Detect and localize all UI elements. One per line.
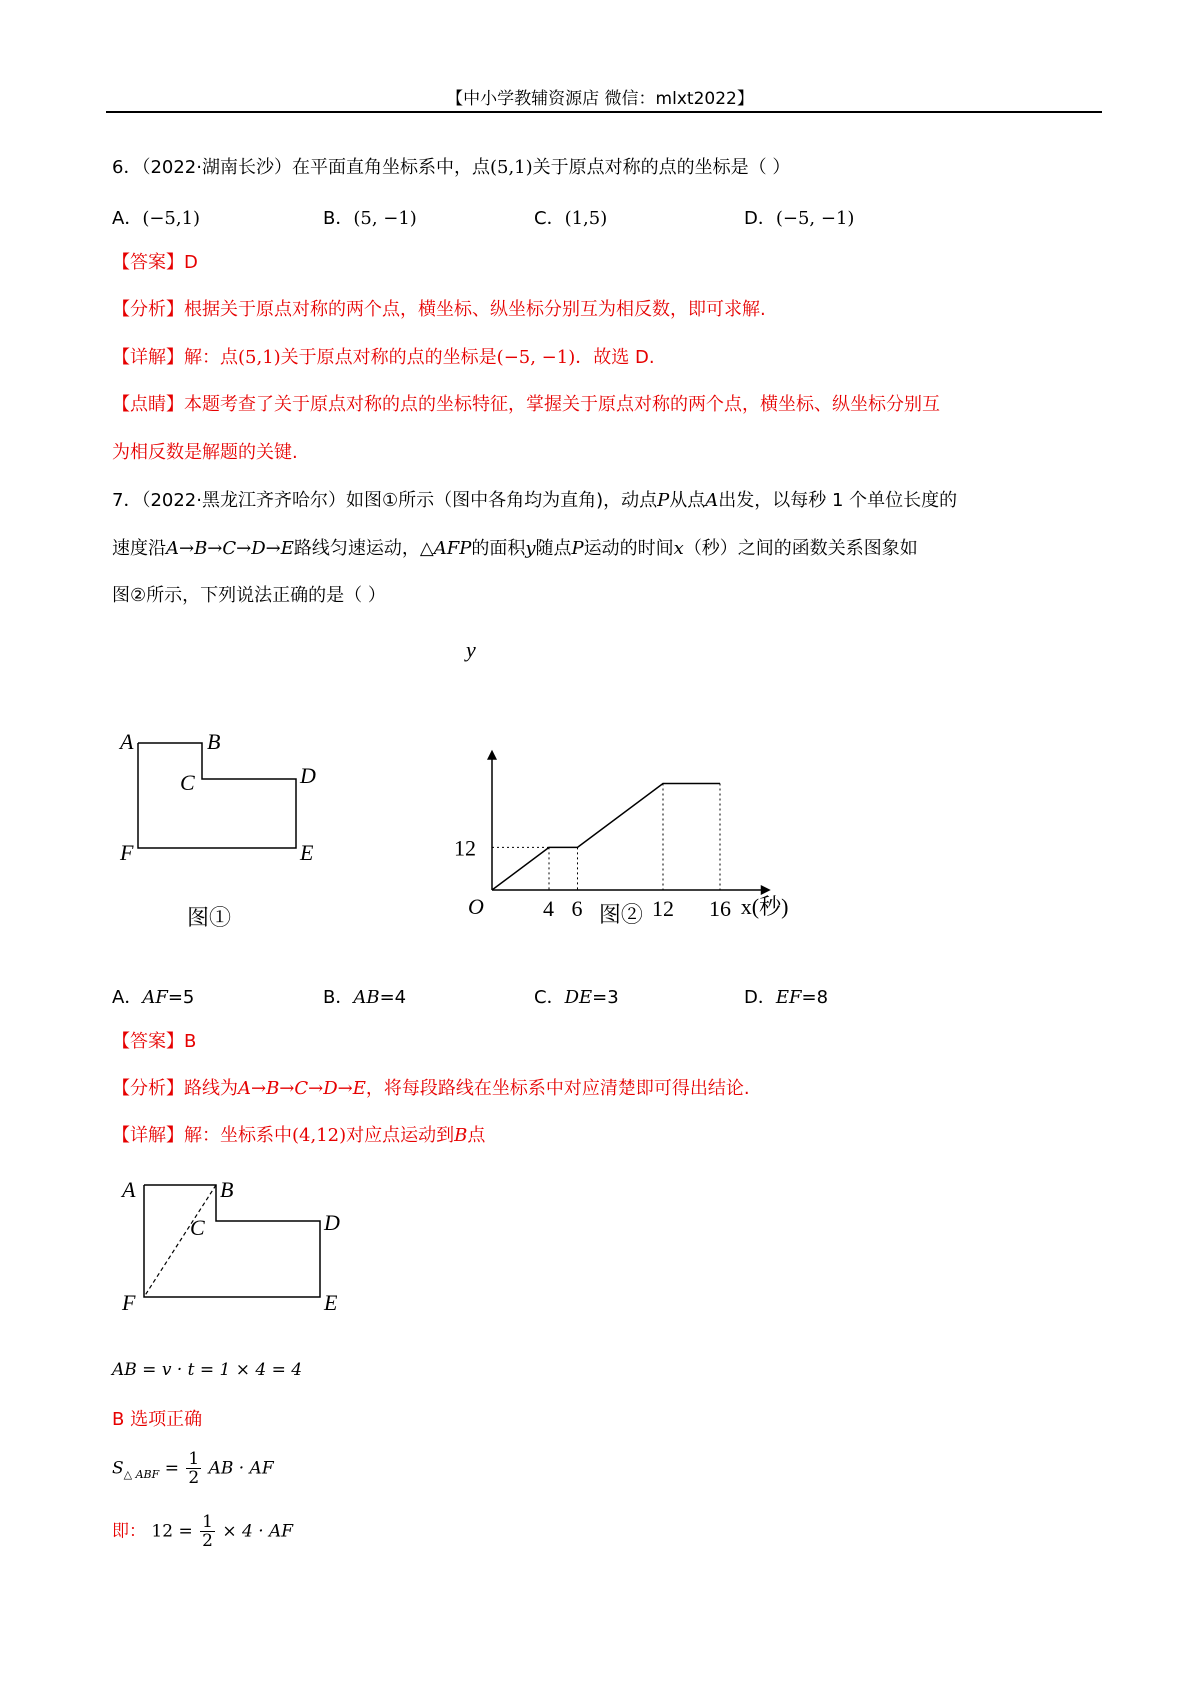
q6-analysis	[112, 298, 766, 322]
chart-axes	[487, 750, 771, 895]
chart-guides	[492, 784, 720, 891]
stem-text: 路线匀速运动，	[293, 538, 420, 559]
detail-text: 解：坐标系中	[184, 1125, 292, 1146]
q6-stem-prefix: 6．（2022·湖南长沙）在平面直角坐标系中，点	[112, 157, 490, 178]
label-e: E	[324, 1290, 338, 1315]
q6-point: (5,1)	[489, 157, 533, 178]
q7-option-b[interactable]	[323, 983, 406, 1009]
option-letter: B．	[323, 987, 354, 1008]
analysis-text: ，将每段路线在坐标系中对应清楚即可得出结论.	[365, 1078, 750, 1099]
detail-tag: 【详解】	[112, 1125, 184, 1146]
y-tick-label: 12	[454, 835, 476, 861]
analysis-tag: 【分析】	[112, 1078, 184, 1099]
series-line	[492, 784, 720, 891]
option-value: =3	[592, 987, 619, 1008]
var-a: A	[705, 490, 719, 511]
option-letter: C．	[534, 987, 565, 1008]
q6-option-a[interactable]	[112, 204, 200, 230]
q7-stem-line2	[112, 537, 918, 561]
x-tick-label-4: 4	[543, 896, 554, 921]
q7-option-c[interactable]	[534, 983, 619, 1009]
detail-result: (−5, −1)	[496, 347, 576, 368]
stem-text: 7．（2022·黑龙江齐齐哈尔）如图①所示（图中各角均为直角)，动点	[112, 490, 658, 511]
q7-analysis	[112, 1077, 750, 1101]
label-b: B	[220, 1177, 234, 1202]
option-value: (5, −1)	[353, 208, 417, 229]
stem-text: 随点	[535, 538, 572, 559]
q7-stem-line1	[112, 489, 957, 513]
equation-area	[112, 1450, 274, 1487]
header-rule	[106, 111, 1102, 113]
numerator: 1	[188, 1449, 200, 1469]
var-y: y	[525, 538, 536, 559]
solve-rhs: × 4 · AF	[222, 1521, 294, 1542]
option-letter: C．	[534, 208, 565, 229]
option-value: =8	[801, 987, 829, 1008]
y-axis-label: y	[466, 640, 476, 662]
stem-text: 从点	[669, 490, 706, 511]
option-value: (−5, −1)	[775, 208, 855, 229]
var-x: x	[673, 538, 684, 559]
option-expr: EF	[775, 987, 802, 1008]
b-correct: B 选项正确	[112, 1409, 203, 1430]
label-a: A	[120, 729, 134, 754]
x-tick-label-16: 16	[709, 896, 731, 921]
option-value: =4	[379, 987, 407, 1008]
label-d: D	[300, 763, 316, 788]
figure-3	[112, 1175, 372, 1325]
route: A→B→C→D→E	[166, 538, 294, 559]
label-c: C	[180, 770, 195, 795]
analysis-tag: 【分析】	[112, 299, 184, 320]
q6-option-d[interactable]	[744, 204, 854, 230]
stem-text: 运动的时间	[583, 538, 674, 559]
label-e: E	[300, 840, 314, 865]
q6-comment-line1	[112, 393, 940, 417]
stem-text: （秒）之间的函数关系图象如	[683, 538, 918, 559]
label-b: B	[207, 729, 221, 754]
q6-detail	[112, 346, 655, 370]
detail-point: (5,1)	[238, 347, 281, 368]
chart-labels	[454, 640, 788, 927]
area-rhs: AB · AF	[208, 1458, 274, 1479]
fraction-half	[186, 1450, 201, 1487]
option-value: =5	[167, 987, 195, 1008]
label-f: F	[122, 1290, 136, 1315]
figure-1-caption: 图①	[187, 905, 232, 930]
q7-answer	[112, 1030, 196, 1054]
option-letter: B．	[323, 208, 354, 229]
equals-sign: =	[164, 1458, 179, 1479]
label-d: D	[324, 1210, 340, 1235]
numerator: 1	[202, 1512, 213, 1532]
area-subscript: △ ABF	[123, 1467, 160, 1481]
stem-text: 的面积	[471, 538, 526, 559]
solve-prefix: 即：	[112, 1521, 146, 1542]
q7-stem-line3: 图②所示，下列说法正确的是（ ）	[112, 585, 386, 606]
var-p: P	[571, 538, 584, 559]
figure-1-shape	[138, 743, 296, 848]
option-expr: AB	[353, 987, 380, 1008]
x-tick-label-12: 12	[652, 896, 674, 921]
option-letter: D．	[744, 208, 776, 229]
option-letter: A．	[112, 987, 143, 1008]
answer-value: B	[184, 1031, 197, 1052]
y-axis-arrow	[487, 750, 497, 760]
comment-tag: 【点睛】	[112, 394, 184, 415]
fraction-half	[200, 1513, 215, 1550]
figure-1	[112, 715, 342, 930]
q6-stem	[112, 156, 790, 180]
q6-option-b[interactable]	[323, 204, 417, 230]
option-letter: D．	[744, 987, 776, 1008]
label-c: C	[190, 1215, 205, 1240]
label-a: A	[122, 1177, 136, 1202]
q6-option-c[interactable]	[534, 204, 607, 230]
option-expr: DE	[564, 987, 593, 1008]
detail-text: ．故选 D.	[575, 347, 655, 368]
x-tick-label-6: 6	[571, 896, 583, 921]
q6-answer	[112, 251, 198, 275]
option-letter: A．	[112, 208, 143, 229]
analysis-route: A→B→C→D→E	[238, 1078, 366, 1099]
solve-lhs: 12 =	[151, 1521, 193, 1542]
detail-tag: 【详解】	[112, 347, 184, 368]
option-expr: AF	[142, 987, 168, 1008]
option-value: (−5,1)	[142, 208, 201, 229]
var-afp: AFP	[433, 538, 472, 559]
q7-option-a[interactable]	[112, 983, 194, 1009]
analysis-text: 根据关于原点对称的两个点，横坐标、纵坐标分别互为相反数，即可求解.	[184, 299, 766, 320]
detail-text: 关于原点对称的点的坐标是	[280, 347, 497, 368]
equation-ab: AB = v · t = 1 × 4 = 4	[112, 1360, 303, 1380]
q6-stem-suffix: 关于原点对称的点的坐标是（ ）	[532, 157, 791, 178]
denominator: 2	[188, 1468, 200, 1488]
answer-value: D	[184, 252, 198, 273]
analysis-text: 路线为	[184, 1078, 238, 1099]
chart-series	[492, 784, 720, 891]
denominator: 2	[202, 1531, 213, 1551]
area-symbol: S	[112, 1458, 124, 1479]
stem-text: 速度沿	[112, 538, 166, 559]
q7-detail	[112, 1124, 485, 1148]
figure-2-chart	[440, 640, 860, 950]
triangle-symbol: △	[419, 538, 434, 559]
label-f: F	[120, 840, 134, 865]
page-header: 【中小学教辅资源店 微信：mlxt2022】	[446, 89, 754, 109]
answer-tag: 【答案】	[112, 252, 184, 273]
q7-option-d[interactable]	[744, 983, 828, 1009]
comment-text: 本题考查了关于原点对称的点的坐标特征，掌握关于原点对称的两个点，横坐标、纵坐标分别互	[184, 394, 940, 415]
stem-text: 出发，以每秒 1 个单位长度的	[718, 490, 958, 511]
detail-text: 解：点	[184, 347, 238, 368]
detail-var-b: B	[454, 1125, 468, 1146]
q6-comment-line2: 为相反数是解题的关键.	[112, 442, 298, 463]
detail-point: (4,12)	[292, 1125, 347, 1146]
detail-text: 对应点运动到	[346, 1125, 455, 1146]
detail-text: 点	[467, 1125, 486, 1146]
figure-2-caption: 图②	[598, 902, 643, 927]
diagonal-bf	[144, 1185, 216, 1297]
equation-solve	[112, 1513, 293, 1550]
answer-tag: 【答案】	[112, 1031, 184, 1052]
origin-label: O	[468, 894, 484, 919]
x-axis-label: x(秒)	[740, 894, 789, 919]
option-value: (1,5)	[564, 208, 608, 229]
var-p: P	[657, 490, 670, 511]
